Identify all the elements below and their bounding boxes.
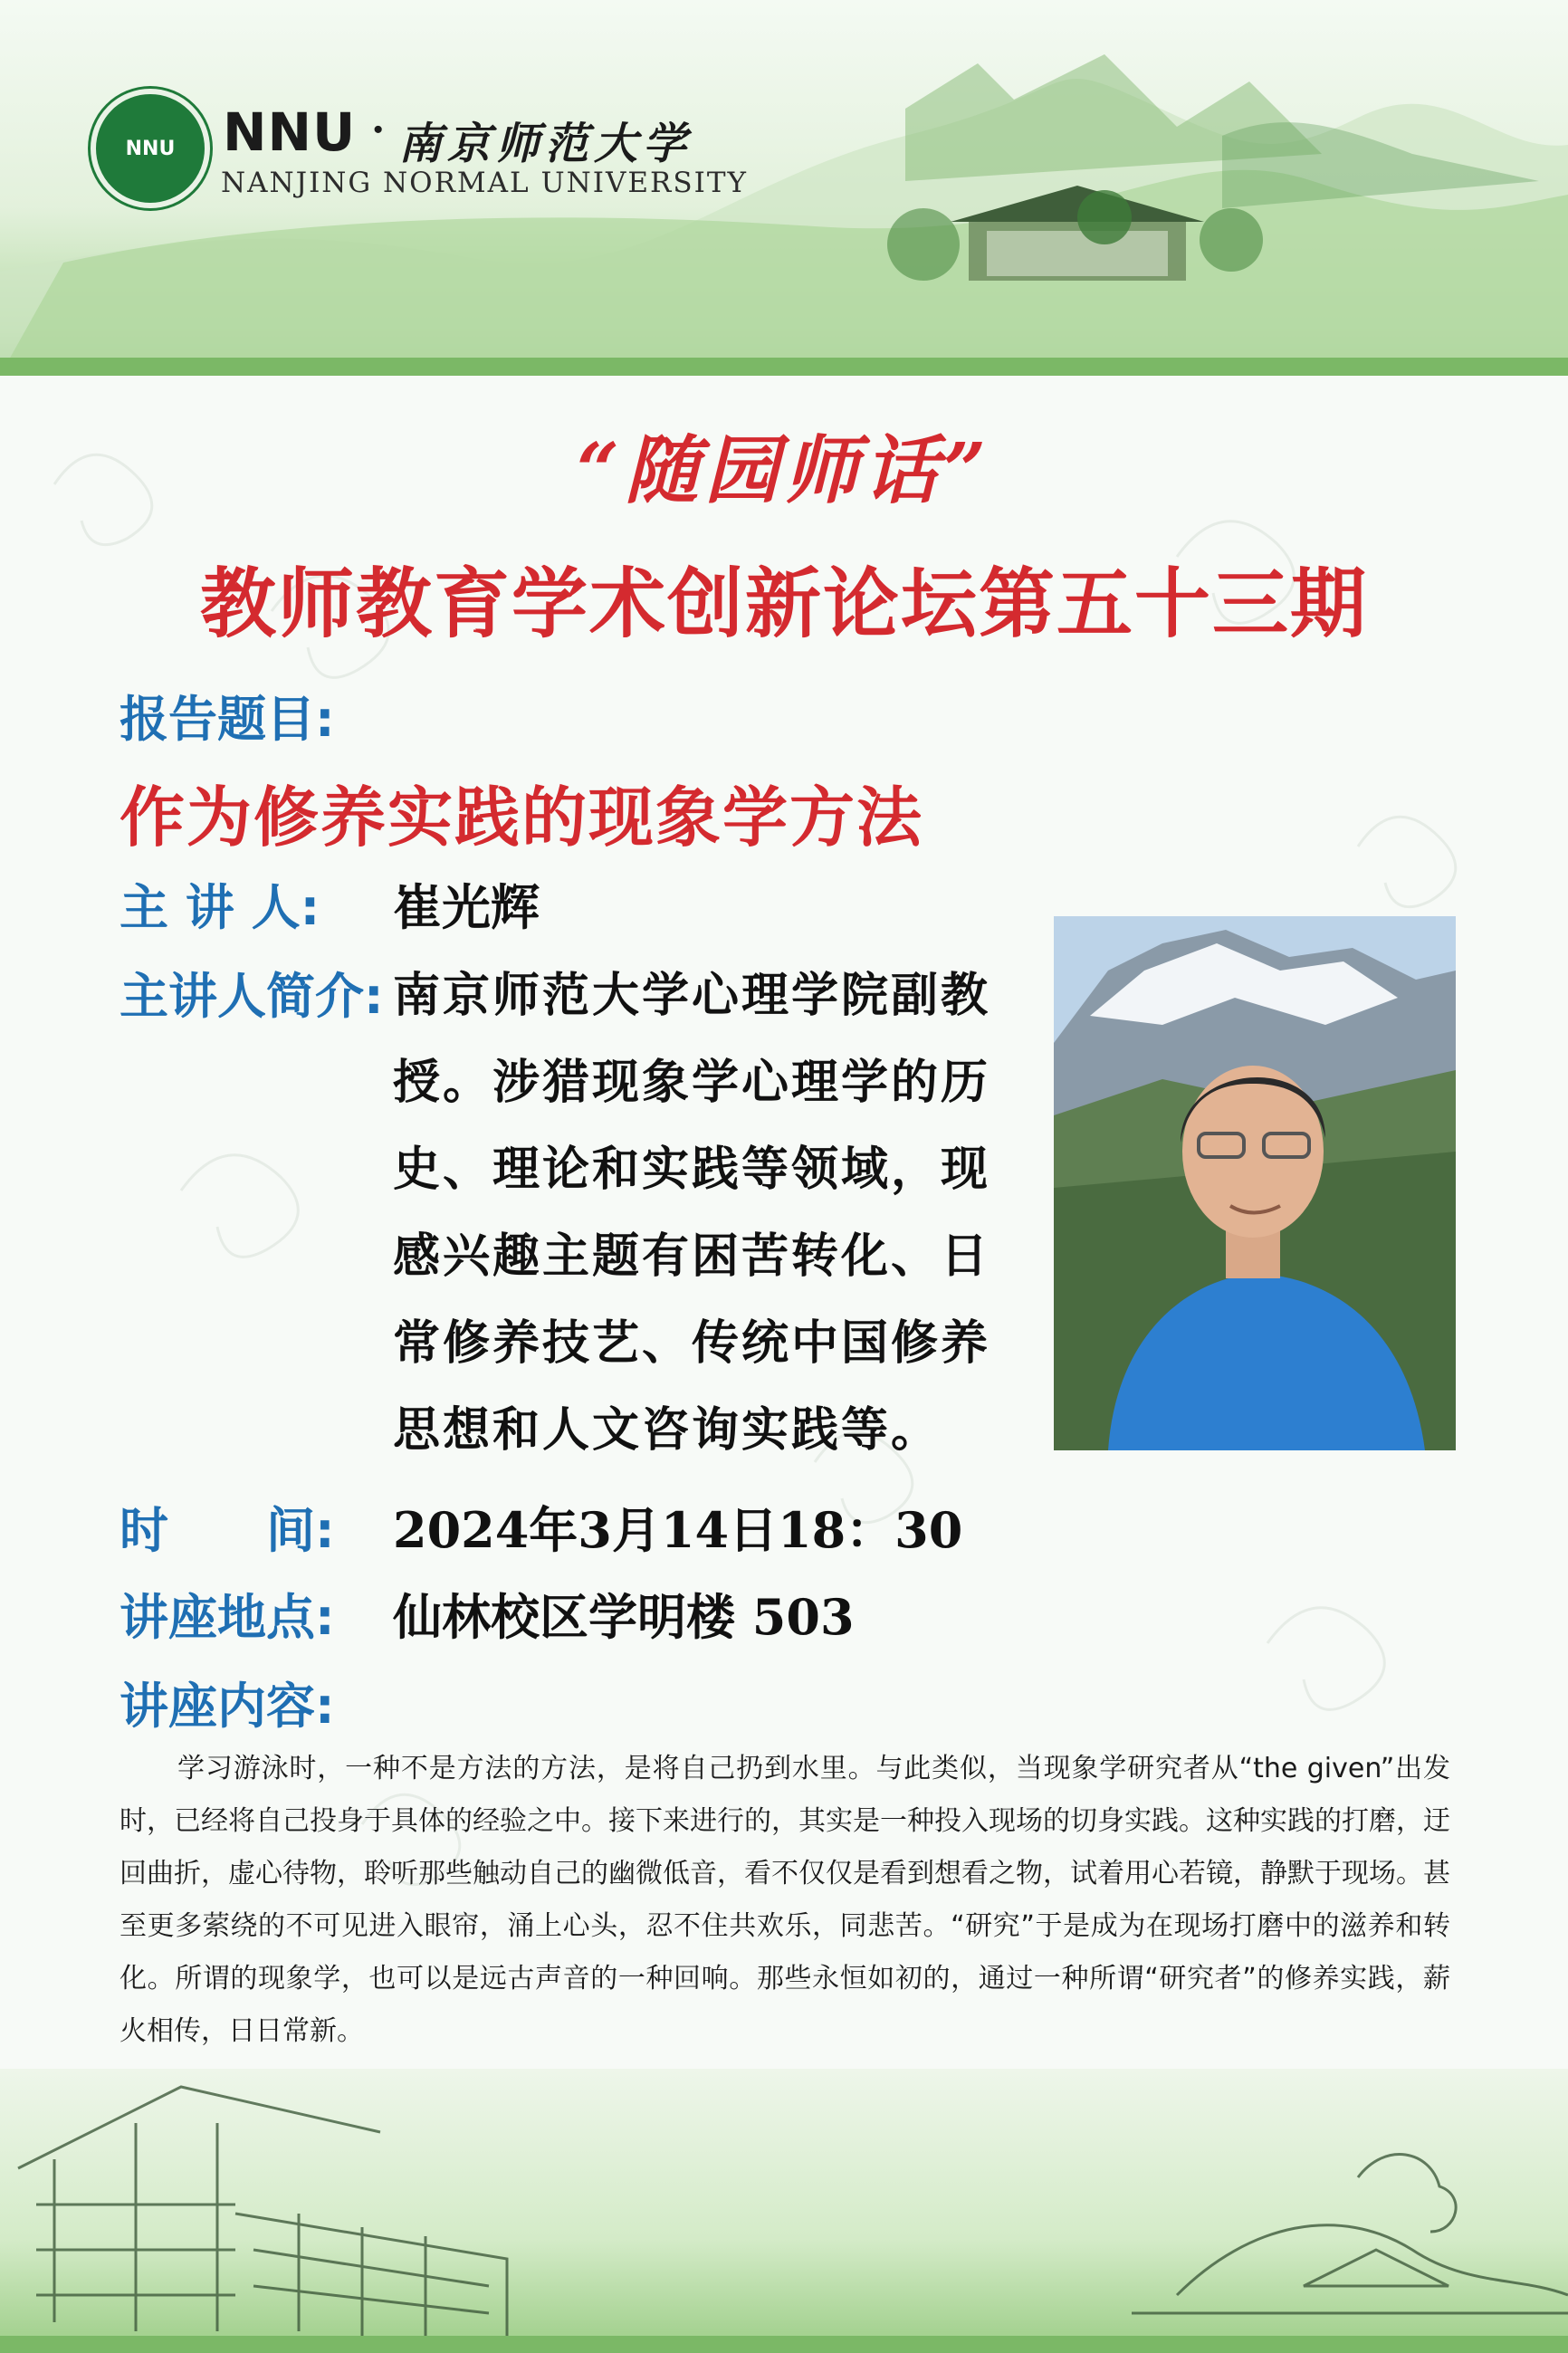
lecture-content-paragraph: 学习游泳时，一种不是方法的方法，是将自己扔到水里。与此类似，当现象学研究者从“the given”出发时，已经将自己投身于具体的经验之中。接下来进行的，其实是一种投入现场的切身实践。这种实践的打磨，迂回曲折，虚心待物，聆听那些触动自己的幽微低音，看不仅仅是看到想看之物，试着用心若镜，静默于现场。甚至更多萦绕的不可见进入眼帘，涌上心头，忍不住共欢乐，同悲苦。“研究”于是成为在现场打磨中的滋养和转化。所谓的现象学，也可以是远古声音的一种回响。那些永恒如初的，通过一种所谓“研究者”的修养实践，薪火相传，日日常新。 (120, 1753, 1450, 2047)
lecture-series-name: “随园师话” (576, 427, 992, 514)
report-title-label: 报告题目: (120, 691, 335, 748)
report-title: 作为修养实践的现象学方法 (120, 779, 924, 856)
time-label: 时 间: (120, 1502, 335, 1559)
campus-building-sketch (0, 2069, 1568, 2353)
speaker-photo (1054, 916, 1456, 1450)
footer-banner (0, 2069, 1568, 2353)
speaker-bio: 南京师范大学心理学院副教授。涉猎现象学心理学的历史、理论和实践等领域，现感兴趣主题有困苦转化、日常修养技艺、传统中国修养思想和人文咨询实践等。 (393, 968, 991, 1458)
university-abbreviation: NNU (223, 101, 357, 163)
speaker-name: 崔光辉 (393, 878, 540, 936)
seal-text: NNU (125, 137, 176, 160)
logo-separator: · (371, 107, 386, 153)
university-name-english: NANJING NORMAL UNIVERSITY (221, 167, 748, 199)
lecture-time: 2024年3月14日18：30 (393, 1501, 963, 1559)
forum-title: 教师教育学术创新论坛第五十三期 (199, 559, 1368, 648)
university-name-chinese: 南京师范大学 (398, 119, 693, 169)
university-seal-logo (91, 89, 210, 208)
content-label: 讲座内容: (120, 1678, 335, 1735)
header-banner (0, 0, 1568, 376)
lecture-location: 仙林校区学明楼 503 (393, 1588, 855, 1646)
speaker-bio-label: 主讲人简介: (120, 968, 384, 1025)
location-label: 讲座地点: (120, 1589, 335, 1646)
speaker-label: 主 讲 人: (120, 879, 320, 936)
